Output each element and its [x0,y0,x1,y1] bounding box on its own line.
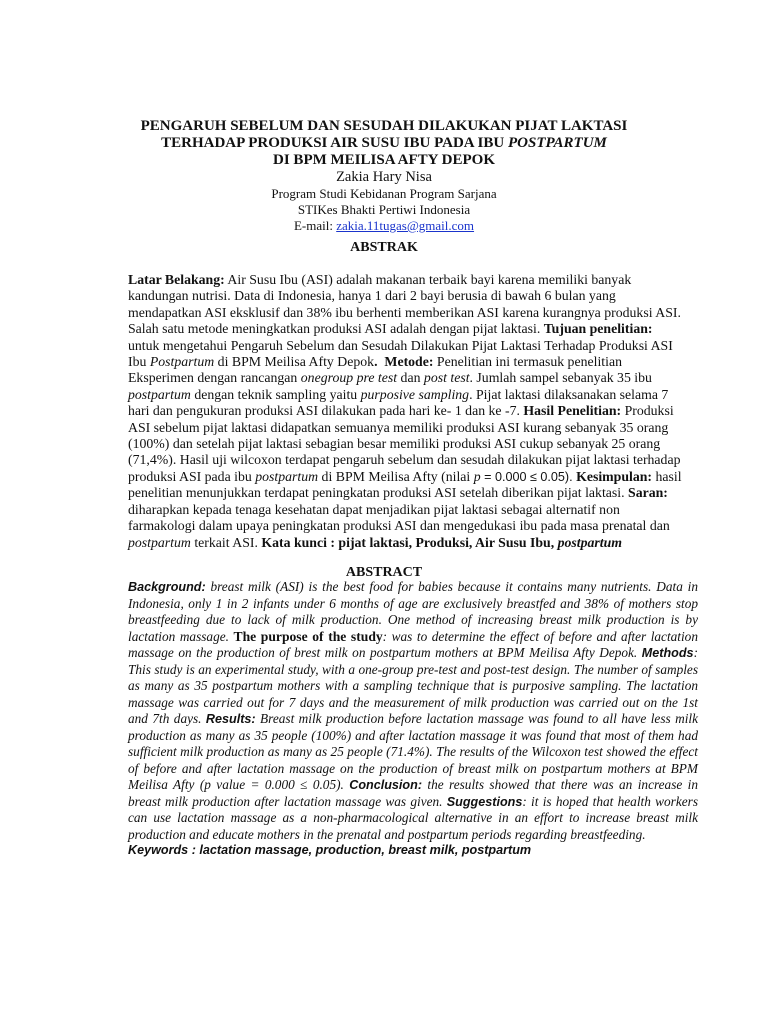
label-results: Results: [205,712,256,726]
paper-title [100,118,668,169]
text-tujuan-dot: . [374,354,378,370]
label-conclusion: Conclusion: [349,778,423,792]
affiliation-program: Program Studi Kebidanan Program Sarjana [271,186,497,201]
text-metode-1: Penelitian ini termasuk penelitian Eksperimen dengan rancangan [128,354,622,386]
email-link[interactable]: zakia.11tugas@gmail.com [336,218,475,233]
affiliation-institution: STIKes Bhakti Pertiwi Indonesia [297,202,471,217]
text-metode-posttest: post test [423,370,470,386]
text-hasil-2: di BPM Meilisa Afty (nilai [318,468,474,484]
text-hasil-p: p [473,468,481,484]
label-kata-kunci: Kata kunci : pijat laktasi, Produksi, Air Susu Ibu, [261,534,558,550]
text-results: Breast milk production before lactation massage was found to all have less milk production as many as 35 people (100%) and after lactation massage it was found that most of them had sufficient milk production as many as 25 people (71.4%). The results of the Wilcoxon test showed the effect of before and after lactation massage on the production of breast milk on postpartum mothers at BPM Meilisa Afty (p value = 0.000 ≤ 0.05). [128,711,698,792]
abstrak-heading: ABSTRAK [350,240,418,255]
text-suggestions: : it is hoped that health workers can use lactation massage as a non-pharmacological alternative in an effort to increase breast milk production and educate mothers in the prenatal and postpartum periods regarding breastfeeding. [128,793,698,842]
text-metode-5: . Pijat laktasi dilaksanakan selama 7 hari dan pengukuran produksi ASI dilakukan pada hari ke- 1 dan ke -7. [128,386,669,419]
title-postpartum: POSTPARTUM [507,135,607,151]
title-line-3: DI BPM MEILISA AFTY DEPOK [273,152,495,168]
abstract-heading: ABSTRACT [345,565,423,580]
label-purpose: The purpose of the study [233,628,383,644]
text-latar-belakang: Air Susu Ibu (ASI) adalah makanan terbaik bayi karena memiliki banyak kandungan nutrisi. Data di Indonesia, hanya 1 dari 2 bayi berusia di bawah 6 bulan yang mendapatkan ASI eksklusif dan 38% ibu berhenti memberikan ASI karena kurangnya produksi ASI. Salah satu metode meningkatkan produksi ASI adalah dengan pijat laktasi. [128,272,681,337]
text-metode-3: . Jumlah sampel sebanyak 35 ibu [469,370,652,386]
label-methods: Methods [641,646,694,660]
label-suggestions: Suggestions [446,794,523,809]
keywords-line: Keywords : lactation massage, production, breast milk, postpartum [128,843,532,857]
text-background: breast milk (ASI) is the best food for babies because it contains many nutrients. Data in Indonesia, only 1 in 2 infants under 6 months of age are exclusively breastfed and 38% of mothers stop breastfeeding due to lack of milk production. One method of increasing breast milk production is by lactation massage. [128,579,698,644]
text-hasil-3: = 0.000 ≤ 0.05). [480,469,577,484]
text-tujuan-postpartum: Postpartum [149,354,215,370]
text-kata-kunci-postpartum: postpartum [557,534,623,550]
text-tujuan: untuk mengetahui Pengaruh Sebelum dan Sesudah Dilakukan Pijat Laktasi Terhadap Produksi ASI Ibu [128,337,673,370]
text-metode-2: dan [397,370,424,386]
title-line-1: PENGARUH SEBELUM DAN SESUDAH DILAKUKAN PIJAT LAKTASI [140,118,628,134]
label-hasil: Hasil Penelitian: [523,403,622,419]
abstract-body [128,579,698,843]
label-background: Background: [128,580,206,594]
paper-header [100,118,668,234]
text-saran-2: terkait ASI. [190,534,262,550]
text-purpose: : was to determine the effect of before and after lactation massage on the production of brest milk on postpartum mothers at BPM Meilisa Afty Depok. [128,628,698,660]
text-tujuan-end: di BPM Meilisa Afty Depok [214,354,375,370]
text-metode-4: dengan teknik sampling yaitu [190,386,361,402]
abstrak-body [128,272,684,551]
text-metode-postpartum: postpartum [128,386,191,402]
label-kesimpulan: Kesimpulan: [576,468,653,484]
label-saran: Saran: [628,485,668,501]
email-label: E-mail: [293,218,337,233]
text-kesimpulan: hasil penelitian menunjukkan terdapat peningkatan produksi ASI setelah diberikan pijat laktasi. [128,468,682,501]
text-hasil-1: Produksi ASI sebelum pijat laktasi didapatkan semuanya memiliki produksi ASI kurang sebanyak 35 orang (100%) dan setelah pijat laktasi sebagian besar memiliki produksi ASI cukup sebanyak 25 orang (71,4%). Hasil uji wilcoxon terdapat pengaruh sebelum dan sesudah dilakukan pijat laktasi terhadap produksi ASI pada ibu [128,403,681,484]
label-latar-belakang: Latar Belakang: [128,272,225,287]
text-saran-1: diharapkan kepada tenaga kesehatan dapat menjadikan pijat laktasi sebagai alternatif non farmakologi dalam upaya peningkatan produksi ASI dan mengedukasi ibu pada masa prenatal dan [128,501,670,534]
email-line [100,218,668,234]
text-methods: : This study is an experimental study, with a one-group pre-test and post-test design. The number of samples as many as 35 postpartum mothers with a sampling technique that is purposive sampling. The lactation massage was carried out for 7 days and the measurement of milk production was carried out on the 1st and 7th days. [128,645,698,726]
text-hasil-postpartum: postpartum [255,468,319,484]
author-name: Zakia Hary Nisa [336,169,432,185]
text-saran-postpartum: postpartum [128,534,191,550]
label-tujuan: Tujuan penelitian: [543,321,653,337]
title-line-2-text: TERHADAP PRODUKSI AIR SUSU IBU PADA IBU [161,135,508,151]
label-metode: Metode: [384,354,434,370]
title-line-2 [100,135,668,152]
text-conclusion: the results showed that there was an increase in breast milk production after lactation massage was given. [128,777,699,809]
text-metode-design: onegroup pre test [300,370,398,386]
text-metode-sampling: purposive sampling [360,386,470,402]
